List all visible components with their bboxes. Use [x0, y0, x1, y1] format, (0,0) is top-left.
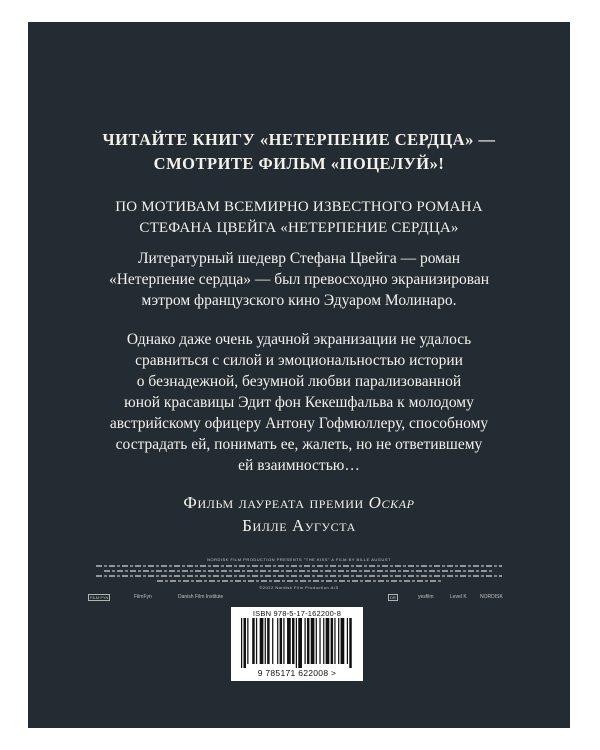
logo-film-fyn: FILM·FYN [90, 595, 109, 600]
paragraph-2-line-2: сравниться с силой и эмоциональностью истории [135, 352, 463, 369]
barcode-bar [316, 618, 317, 664]
barcode-bar [298, 618, 302, 668]
barcode-bar [265, 618, 266, 664]
barcode-bar [311, 618, 315, 664]
sponsor-logos [88, 594, 510, 606]
credits-line [96, 575, 502, 577]
barcode-bar [247, 618, 248, 664]
paragraph-1-line-2: «Нетерпение сердца» — был превосходно экранизирован [108, 271, 490, 288]
credits-line [157, 580, 441, 582]
credits-line [96, 565, 502, 567]
paragraph-2-line-3: о безнадежной, безумной любви парализованной [136, 373, 462, 390]
headline-line-2: СМОТРИТЕ ФИЛЬМ «ПОЦЕЛУЙ»! [153, 154, 445, 173]
barcode-bar [267, 618, 269, 664]
subtitle-line-2: СТЕФАНА ЦВЕЙГА «НЕТЕРПЕНИЕ СЕРДЦА» [139, 220, 459, 236]
barcode-bar [252, 618, 254, 664]
paragraph-2-line-5: австрийскому офицеру Антону Гофмюллеру, способному [109, 415, 489, 432]
barcode-bar [283, 618, 284, 664]
barcode-number: 9 785171 622008 > [257, 668, 337, 678]
back-cover [28, 22, 570, 728]
paragraph-1 [48, 248, 550, 311]
subtitle-line-1: ПО МОТИВАМ ВСЕМИРНО ИЗВЕСТНОГО РОМАНА [115, 199, 483, 215]
film-credits-block [96, 557, 502, 591]
logo-danish-film-institute: Danish Film Institute [178, 594, 224, 600]
film-director: Билле Аугуста [242, 516, 356, 535]
barcode-bar [349, 618, 351, 668]
barcode-bar [280, 618, 282, 664]
paragraph-2 [48, 329, 550, 476]
barcode-bar [260, 618, 264, 664]
barcode-bar [341, 618, 345, 664]
barcode-bar [243, 618, 245, 668]
barcode-bar [307, 618, 309, 664]
barcode-icon [241, 618, 353, 668]
film-prefix: Фильм лауреата премии [183, 493, 364, 512]
film-award-note [28, 491, 570, 537]
film-award: Оскар [368, 493, 415, 512]
barcode-bar [256, 618, 257, 664]
paragraph-2-line-7: ей взаимностью… [238, 457, 360, 474]
subtitle [28, 197, 570, 239]
barcode-bar [304, 618, 305, 664]
barcode-bar [347, 618, 348, 664]
headline-line-1: ЧИТАЙТЕ КНИГУ «НЕТЕРПЕНИЕ СЕРДЦА» — [102, 130, 496, 149]
barcode-bar [287, 618, 291, 664]
barcode-bar [323, 618, 324, 664]
barcode-bar [296, 618, 297, 668]
credits-copyright: ©2022 Nordisk Film Production A/S [259, 585, 339, 590]
barcode-bar [334, 618, 335, 664]
barcode-bar [292, 618, 294, 664]
isbn-text: ISBN 978-5-17-162200-8 [252, 609, 342, 618]
logo-level-k: Level K [450, 594, 467, 600]
logo-nordisk: NORDISK [480, 594, 503, 600]
logo-dr: DR [390, 595, 396, 600]
barcode-bar [319, 618, 320, 664]
barcode-bar [272, 618, 273, 664]
barcode-bar [338, 618, 339, 664]
credits-line [104, 570, 494, 572]
credits-presents: NORDISK FILM PRODUCTION PRESENTS "THE KISS" A FILM BY BILLE AUGUST [207, 557, 391, 562]
barcode-card [231, 607, 363, 681]
paragraph-2-line-4: юной красавицы Эдит фон Кекешфальва к молодому [124, 394, 474, 411]
paragraph-2-line-1: Однако даже очень удачной экранизации не удалось [126, 331, 472, 348]
headline [28, 128, 570, 176]
barcode-bar [331, 618, 333, 664]
logo-filmfyn: FilmFyn [134, 594, 152, 600]
barcode-bar [277, 618, 278, 664]
barcode-bar [241, 618, 242, 668]
paragraph-1-line-3: мэтром французского кино Эдуаром Молинаро. [141, 292, 457, 309]
paragraph-1-line-1: Литературный шедевр Стефана Цвейга — роман [137, 250, 461, 267]
barcode-bar [326, 618, 330, 664]
paragraph-2-line-6: сострадать ей, понимать ее, жалеть, но не ответившему [115, 436, 483, 453]
logo-yesfilm: yesfilm [418, 594, 434, 600]
